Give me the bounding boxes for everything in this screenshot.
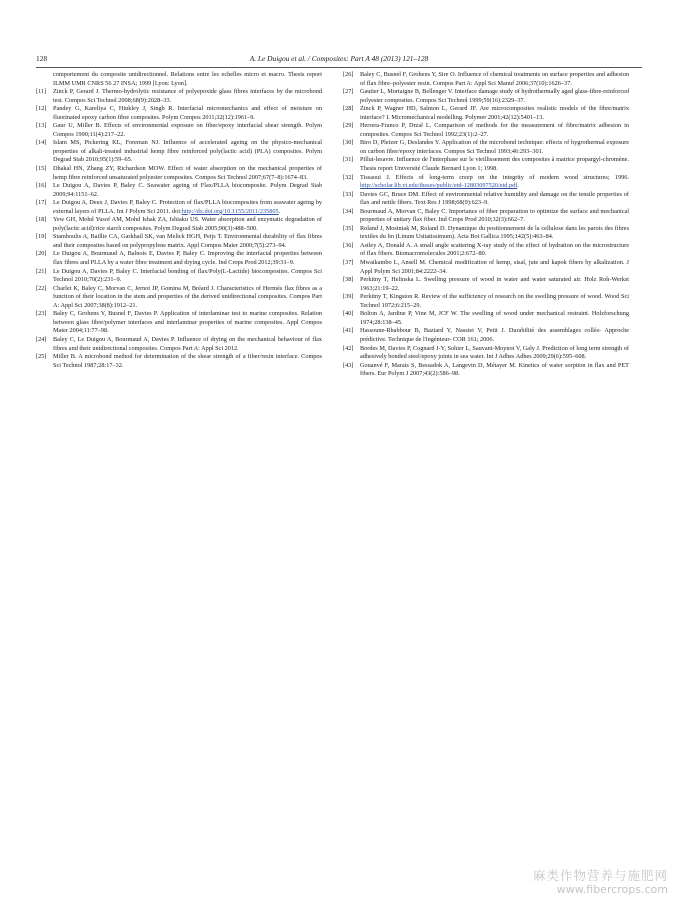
reference-number: [25] xyxy=(36,353,47,361)
reference-text: Le Duigou A, Davies P, Baley C. Seawater ageing of Flax/PLLA biocomposite. Polym Degrad Stab 2009;94:1151–62. xyxy=(53,182,322,198)
reference-text: Astley A, Donald A. A small angle scattering X-ray study of the effect of hydration on the microstructure of flax fibers. Biomacromolecules 2001;2:672–80. xyxy=(360,241,629,258)
reference-entry xyxy=(36,250,322,267)
reference-number: [18] xyxy=(36,216,47,224)
reference-text: Davies GC, Bruce DM. Effect of environmental relative humidity and damage on the tensile properties of flax and nettle fibers. Text Res J 1998;68(9):623–9. xyxy=(360,190,629,207)
watermark-url: www.fibercrops.com xyxy=(556,883,668,896)
reference-text: Baley C, Grohens Y, Busnel F, Davies P. Application of interlaminar test to marine composites. Relation between glass fibre/polymer interfaces and interlaminar properties of marine composites. Appl Compos Mater 2004;11:77–98. xyxy=(53,310,322,335)
reference-text: Yew GH, Mohd Yusof AM, Mohd Ishak ZA, Ishiaku US. Water absorption and enzymatic degradation of poly(lactic acid)/rice starch composites. Polym Degrad Stab 2005;90(3):488–500. xyxy=(53,216,322,232)
reference-number: [15] xyxy=(36,165,47,173)
reference-number: [17] xyxy=(36,199,47,207)
reference-text: Perkitny T, Kingston R. Review of the sufficiency of research on the swelling pressure of wood. Wood Sci Technol 1972;6:215–29. xyxy=(360,293,629,309)
reference-entry xyxy=(343,88,629,105)
reference-number: [39] xyxy=(343,293,354,301)
reference-entry xyxy=(36,199,322,216)
reference-entry xyxy=(343,345,629,362)
reference-entry xyxy=(343,310,629,327)
reference-entry xyxy=(343,225,629,242)
reference-number: [34] xyxy=(343,207,354,215)
reference-number: [24] xyxy=(36,335,47,343)
reference-text: Miller B. A microbond method for determination of the shear strength of a fiber/resin interface. Compos Sci Technol 1987;28:17–32. xyxy=(53,353,322,369)
reference-trailing-punctuation: . xyxy=(278,207,281,215)
reference-number: [29] xyxy=(343,122,354,130)
reference-number: [37] xyxy=(343,259,354,267)
reference-entry xyxy=(36,71,322,88)
reference-entry xyxy=(343,122,629,139)
reference-entry xyxy=(36,336,322,353)
watermark-title: 麻类作物营养与施肥网 xyxy=(532,868,668,883)
reference-number: [22] xyxy=(36,284,47,292)
references-right-column xyxy=(343,71,629,379)
reference-number: [38] xyxy=(343,276,354,284)
reference-entry xyxy=(343,293,629,310)
reference-text: Stamboulis A, Baillie CA, Garkhail SK, van Melick HGH, Peijs T. Environmental durability of flax fibres and their composites based on polypropylene matrix. Appl Compos Mater 2000;7(5):273–94. xyxy=(53,233,322,249)
reference-entry xyxy=(36,285,322,311)
reference-text: Hassoune-Rhabbour B, Baziard Y, Nassiet V, Petit J. Durabilité des assemblages collés- Approche prédictive. Technique de l'ingénieur- COR 161; 2006. xyxy=(360,327,629,343)
reference-entry xyxy=(343,362,629,379)
reference-entry xyxy=(36,233,322,250)
reference-number: [21] xyxy=(36,267,47,275)
reference-text: Zinck P, Wagner HD, Salmon L, Gerard JF. Are microcomposites realistic models of the fibre/matrix interface? I. Micromechanical modelling. Polymer 2001;42(12):5401–13. xyxy=(360,105,629,121)
reference-text: Gaur U, Miller B. Effects of environmental exposure on fiber/epoxy interfacial shear strength. Polym Compos 1990;11(4):217–22. xyxy=(53,122,322,138)
reference-entry xyxy=(36,310,322,336)
reference-number: [35] xyxy=(343,224,354,232)
reference-number: [16] xyxy=(36,182,47,190)
reference-text: Baley C, Le Duigou A, Bourmaud A, Davies P. Influence of drying on the mechanical behaviour of flax fibres and their unidirectional composites. Compos Part A: Appl Sci 2012. xyxy=(53,335,322,352)
reference-text: Le Duigou A, Bourmaud A, Balnois E, Davies P, Baley C. Improving the interfacial properties between flax fibres and PLLA by a water fibre treatment and drying cycle. Ind Crops Prod 2012;39:31–9. xyxy=(53,250,322,267)
reference-number: [28] xyxy=(343,105,354,113)
reference-entry xyxy=(36,165,322,182)
reference-entry xyxy=(343,156,629,173)
reference-number: [27] xyxy=(343,88,354,96)
reference-number: [33] xyxy=(343,190,354,198)
reference-number: [40] xyxy=(343,310,354,318)
reference-entry xyxy=(343,174,629,191)
reference-entry xyxy=(343,191,629,208)
reference-number: [32] xyxy=(343,173,354,181)
reference-entry xyxy=(343,139,629,156)
journal-citation-line: A. Le Duigou et al. / Composites: Part A 48 (2013) 121–128 xyxy=(249,54,429,63)
reference-entry xyxy=(343,276,629,293)
reference-link[interactable]: http://scholar.lib.vt.edu/theses/public/etd-12803097520/etd.pdf xyxy=(360,182,518,190)
reference-entry xyxy=(36,182,322,199)
reference-text: Le Duigou A, Davies P, Baley C. Interfacial bonding of flax/Poly(L-Lactide) biocomposites. Compos Sci Technol 2010;70(2):231–9. xyxy=(53,267,322,284)
reference-text: Bolton A, Jardine P, Vine M, JCF W. The swelling of wood under mechanical restraint. Holzforschung 1974;28:138–45. xyxy=(360,310,629,326)
reference-number: [11] xyxy=(36,88,47,96)
reference-text: Baley C, Busnel F, Grohens Y, Sire O. Influence of chemical treatments on surface properties and adhesion of flax fibre–polyester resin. Compos Part A: Appl Sci Manuf 2006;37(10):1626–37. xyxy=(360,71,629,87)
reference-entry xyxy=(343,327,629,344)
page-number: 128 xyxy=(36,54,48,63)
reference-link[interactable]: http://dx.doi.org/10.1155/2011/235805 xyxy=(181,207,279,215)
reference-entry xyxy=(36,105,322,122)
reference-number: [31] xyxy=(343,156,354,164)
reference-number: [43] xyxy=(343,361,354,369)
reference-text: Dhakal HN, Zhang ZY, Richardson MOW. Effect of water absorption on the mechanical properties of hemp fibre reinforced unsaturated polyester composites. Compos Sci Technol 2007;67(7–8):1674–83. xyxy=(53,165,322,181)
reference-text: Islam MS, Pickering KL, Foreman NJ. Influence of accelerated ageing on the physico-mechanical properties of alkali-treated industrial hemp fibre reinforced poly(lactic acid) (PLA) composites. Polym Degrad Stab 2010;95(1):59–65. xyxy=(53,139,322,164)
reference-text: Bordes M, Davies P, Cognard J-Y, Sohier L, Sauvant-Moynot V, Galy J. Prediction of long term strength of adhesively bonded steel/epoxy joints in sea water. Int J Adhes Adhes 2009;29(6):595–608. xyxy=(360,344,629,361)
reference-text: Gautier L, Mortaigne B, Bellenger V. Interface damage study of hydrothermally aged glass-fibre-reinforced polyester composites. Compos Sci Technol 1999;59(16):2329–37. xyxy=(360,88,629,104)
reference-entry xyxy=(36,216,322,233)
reference-number: [30] xyxy=(343,139,354,147)
site-watermark xyxy=(533,869,668,897)
header-rule xyxy=(36,67,642,68)
reference-entry xyxy=(36,139,322,165)
reference-entry xyxy=(343,208,629,225)
references-left-column xyxy=(36,71,322,370)
reference-number: [23] xyxy=(36,310,47,318)
reference-text: Bourmaud A, Morvan C, Baley C. Importance of fiber preparation to optimize the surface and mechanical properties of unitary flax fiber. Ind Crops Prod 2010;32(3):662–7. xyxy=(360,207,629,224)
reference-number: [20] xyxy=(36,250,47,258)
reference-text: Herrera-Franco P, Drzal L. Comparison of methods for the measurement of fibre/matrix adhesion in composites. Compos Sci Technol 1992;23(1):2–27. xyxy=(360,122,629,138)
reference-number: [13] xyxy=(36,122,47,130)
reference-text: Roland J, Mosiniak M, Roland D. Dynamique du positionnement de la cellulose dans les parois des fibres textiles du lin (Linum Usitatissimum). Acta Bot Gallica 1995;142(5):463–84. xyxy=(360,224,629,241)
reference-entry xyxy=(36,268,322,285)
reference-text: Zinck P, Gerard J. Thermo-hydrolytic resistance of polyepoxide glass fibres interfaces by the microbond test. Compos Sci Technol 2008;68(9):2028–33. xyxy=(53,88,322,104)
reference-entry xyxy=(36,122,322,139)
reference-number: [26] xyxy=(343,71,354,78)
reference-entry xyxy=(36,353,322,370)
reference-text: Pillut-lesavre. Influence de l'interphase sur le vieillissement des composites à matrice propargyl-chromène. Thesis report Université Claude Bernard Lyon 1; 1998. xyxy=(360,156,629,173)
reference-text: Biro D, Pleizer G, Deslandes Y. Application of the microbond technique: effects of hygrothermal exposure on carbon fiber/epoxy interfaces. Compos Sci Technol 1993;46:293–301. xyxy=(360,139,629,155)
reference-text: Gouanvé F, Marais S, Bessadok A, Langevin D, Métayer M. Kinetics of water sorption in flax and PET fibers. Eur Polym J 2007;43(2):586–98. xyxy=(360,361,629,378)
running-header xyxy=(36,53,642,65)
reference-text: Perkitny T, Helinska L. Swelling pressure of wood in water and water saturated air. Holz Roh-Werkst 1963;21:19–22. xyxy=(360,276,629,292)
reference-number: [19] xyxy=(36,233,47,241)
reference-text: Tissaoui J. Effects of long-term creep on the integrity of modern wood structures; 1996. xyxy=(360,173,629,181)
reference-number: [42] xyxy=(343,344,354,352)
reference-text: Charlet K, Baley C, Morvan C, Jernot JP, Gomina M, Bréard J. Characteristics of Hermès flax fibres as a function of their location in the stem and properties of the derived unidirectional composites. Compos Part A: Appl Sci 2007;38(8):1912–21. xyxy=(53,284,322,309)
reference-number: [14] xyxy=(36,139,47,147)
reference-text: Mwaikambo L, Ansell M. Chemical modification of hemp, sisal, jute and kapok fibers by alkalization. J Appl Polym Sci 2001;84:2222–34. xyxy=(360,259,629,275)
reference-text: Le Duigou A, Deux J, Davies P, Baley C. Protection of flax/PLLA biocomposites from seawater ageing by external layers of PLLA. Int J Polym Sci 2011. doi: xyxy=(53,199,322,215)
reference-trailing-punctuation: . xyxy=(517,182,519,190)
reference-entry xyxy=(36,88,322,105)
reference-number: [12] xyxy=(36,105,47,113)
reference-number: [36] xyxy=(343,241,354,249)
reference-entry xyxy=(343,259,629,276)
reference-entry xyxy=(343,105,629,122)
reference-text: Pandey G, Kareliya C, Hinkley J, Singh R. Interfacial micromechanics and effect of moisture on fluorinated epoxy carbon fibre composites. Polym Compos 2011;32(12):1961–9. xyxy=(53,105,322,121)
reference-number: [41] xyxy=(343,327,354,335)
reference-entry xyxy=(343,71,629,88)
reference-entry xyxy=(343,242,629,259)
reference-text: comportement du composite unidirectionnel. Relations entre les echelles micro et macro. Thesis report ILMM UMR CNRS 56 27 INSA; 1999 [Lyon: Lyon]. xyxy=(53,71,322,87)
